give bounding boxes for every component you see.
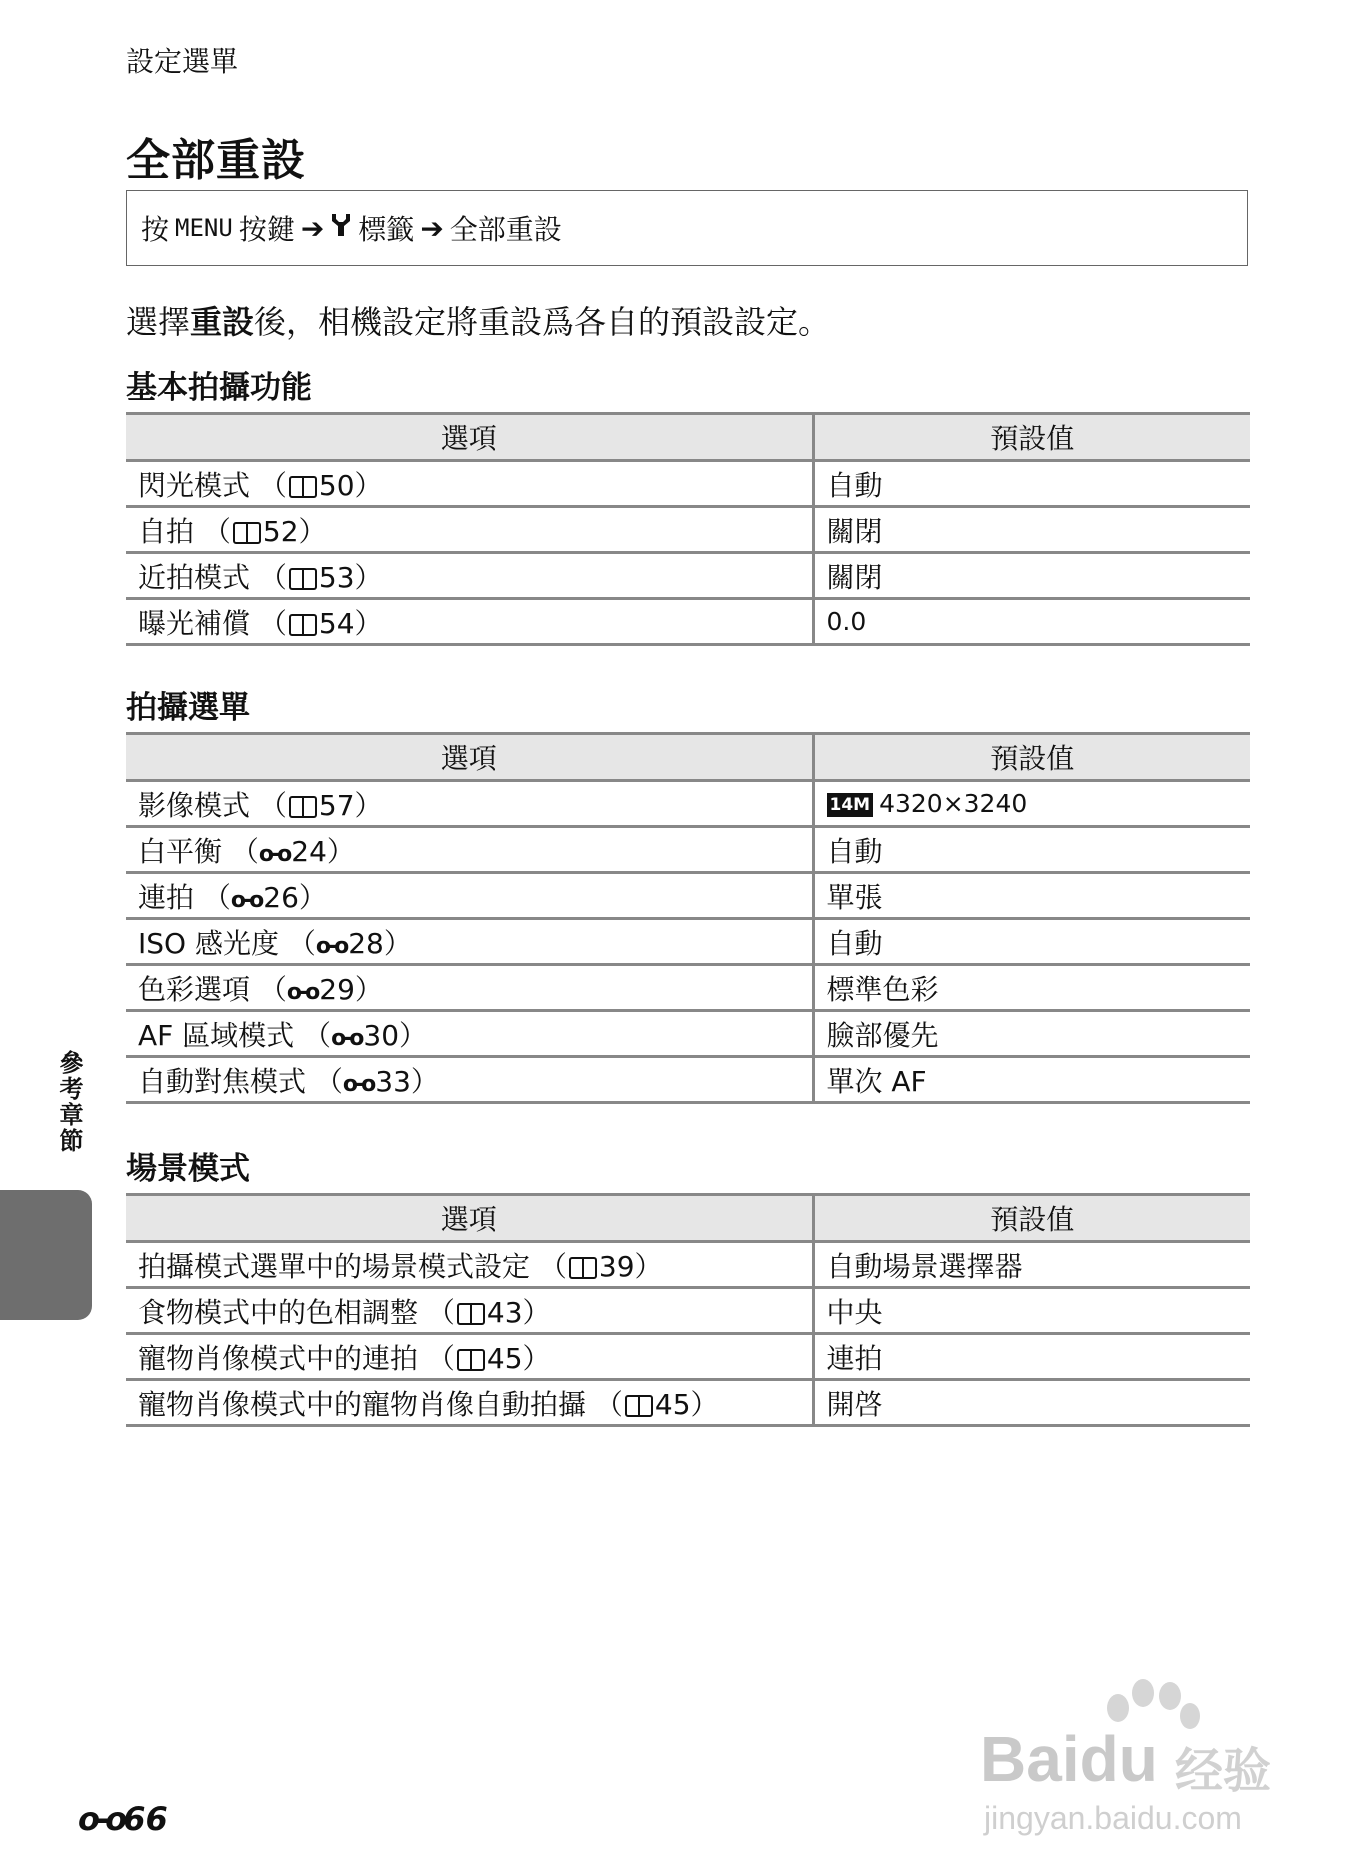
settings-table-shooting xyxy=(126,732,1250,1104)
book-ref-icon xyxy=(457,1303,485,1325)
ref-page: 26） xyxy=(263,880,327,914)
default-cell: 自動 xyxy=(813,461,1250,507)
option-label: 閃光模式 （ xyxy=(138,468,287,502)
book-ref-icon xyxy=(625,1395,653,1417)
column-header-option: 選項 xyxy=(126,414,813,461)
option-label: 自動對焦模式 （ xyxy=(138,1064,343,1098)
default-cell: 自動 xyxy=(813,919,1250,965)
table-row xyxy=(126,919,1250,965)
watermark-cn: 经验 xyxy=(1175,1743,1272,1799)
default-cell: 自動 xyxy=(813,827,1250,873)
option-cell xyxy=(126,873,813,919)
reference-section-icon: o-o xyxy=(342,1071,374,1097)
reference-section-icon: o-o xyxy=(331,1025,362,1051)
option-cell xyxy=(126,553,813,599)
option-cell xyxy=(126,1011,813,1057)
book-ref-icon xyxy=(233,522,261,544)
column-header-default: 預設值 xyxy=(813,734,1250,781)
default-cell: 自動場景選擇器 xyxy=(813,1242,1250,1288)
default-cell xyxy=(813,781,1250,827)
table-row xyxy=(126,1011,1250,1057)
menu-button-label: MENU xyxy=(175,214,233,242)
ref-page: 29） xyxy=(319,972,383,1006)
arrow-right-icon: ➔ xyxy=(300,211,325,245)
column-header-option: 選項 xyxy=(126,1195,813,1242)
option-label: 拍攝模式選單中的場景模式設定 （ xyxy=(138,1249,567,1283)
option-label: 寵物肖像模式中的連拍 （ xyxy=(138,1341,455,1375)
nav-tab-label: 標籤 xyxy=(358,213,415,246)
option-label: 近拍模式 （ xyxy=(138,560,287,594)
menu-navigation-box xyxy=(126,190,1248,266)
option-cell xyxy=(126,827,813,873)
ref-page: 28） xyxy=(348,926,412,960)
intro-paragraph xyxy=(126,297,830,343)
table-row xyxy=(126,1380,1250,1426)
side-chapter-tab xyxy=(0,1190,92,1320)
default-cell: 開啓 xyxy=(813,1380,1250,1426)
ref-page: 30） xyxy=(363,1018,428,1052)
default-cell: 標準色彩 xyxy=(813,965,1250,1011)
table-row xyxy=(126,965,1250,1011)
section-title-shooting: 拍攝選單 xyxy=(126,690,250,726)
option-label: 連拍 （ xyxy=(138,880,231,914)
option-label: 自拍 （ xyxy=(138,514,231,548)
intro-bold: 重設 xyxy=(190,303,255,341)
arrow-right-icon: ➔ xyxy=(420,211,444,245)
option-label: 白平衡 （ xyxy=(138,834,259,868)
option-cell xyxy=(126,461,813,507)
default-cell: 中央 xyxy=(813,1288,1250,1334)
default-cell: 單張 xyxy=(813,873,1250,919)
option-cell xyxy=(126,1288,813,1334)
option-label: 寵物肖像模式中的寵物肖像自動拍攝 （ xyxy=(138,1387,623,1421)
section-title-basic: 基本拍攝功能 xyxy=(126,370,312,406)
page-number-value: 66 xyxy=(123,1800,168,1838)
option-cell xyxy=(126,1380,813,1426)
page-number xyxy=(78,1800,168,1838)
table-row xyxy=(126,781,1250,827)
option-cell xyxy=(126,507,813,553)
ref-page: 50） xyxy=(318,468,383,502)
default-cell: 單次 AF xyxy=(813,1057,1250,1103)
table-row xyxy=(126,599,1250,645)
book-ref-icon xyxy=(457,1349,485,1371)
intro-before: 選擇 xyxy=(126,303,191,341)
ref-page: 52） xyxy=(262,514,327,548)
option-cell xyxy=(126,1242,813,1288)
book-ref-icon xyxy=(569,1257,597,1279)
book-ref-icon xyxy=(289,568,317,590)
side-tab-label: 參考章節 xyxy=(55,1050,83,1154)
option-label: AF 區域模式 （ xyxy=(138,1018,332,1052)
ref-page: 54） xyxy=(318,606,383,640)
book-ref-icon xyxy=(289,614,317,636)
watermark-url: jingyan.baidu.com xyxy=(984,1800,1242,1836)
column-header-option: 選項 xyxy=(126,734,813,781)
section-header-label: 設定選單 xyxy=(126,45,239,78)
ref-page: 43） xyxy=(486,1295,551,1329)
option-cell xyxy=(126,599,813,645)
nav-press-text: 按 xyxy=(141,213,170,246)
ref-page: 45） xyxy=(654,1387,719,1421)
nav-target: 全部重設 xyxy=(449,213,562,246)
watermark-brand xyxy=(980,1722,1158,1796)
default-cell: 連拍 xyxy=(813,1334,1250,1380)
ref-page: 57） xyxy=(318,788,383,822)
reference-section-icon: o-o xyxy=(315,933,347,959)
option-label: 食物模式中的色相調整 （ xyxy=(138,1295,455,1329)
settings-table-scene xyxy=(126,1193,1250,1427)
option-cell xyxy=(126,1057,813,1103)
ref-page: 33） xyxy=(375,1064,439,1098)
column-header-default: 預設值 xyxy=(813,1195,1250,1242)
reference-section-icon: o-o xyxy=(78,1800,124,1838)
page-title: 全部重設 xyxy=(126,135,306,186)
table-row xyxy=(126,1242,1250,1288)
column-header-default: 預設值 xyxy=(813,414,1250,461)
section-title-scene: 場景模式 xyxy=(126,1151,250,1187)
option-label: 色彩選項 （ xyxy=(138,972,287,1006)
wrench-icon xyxy=(330,212,352,245)
book-ref-icon xyxy=(289,476,317,498)
nav-button-word: 按鍵 xyxy=(238,213,295,246)
option-label: 曝光補償 （ xyxy=(138,606,287,640)
default-cell: 關閉 xyxy=(813,507,1250,553)
wm-brand-1: Bai xyxy=(980,1723,1080,1795)
wm-brand-2: du xyxy=(1079,1723,1158,1795)
table-row xyxy=(126,553,1250,599)
ref-page: 24） xyxy=(291,834,355,868)
default-value: 4320×3240 xyxy=(879,789,1028,818)
option-label: 影像模式 （ xyxy=(138,788,287,822)
reference-section-icon: o-o xyxy=(230,887,262,913)
intro-after: 後，相機設定將重設爲各自的預設設定。 xyxy=(254,303,831,341)
image-size-icon: 14M xyxy=(827,793,874,817)
table-row xyxy=(126,1334,1250,1380)
ref-page: 39） xyxy=(598,1249,663,1283)
ref-page: 45） xyxy=(486,1341,551,1375)
reference-section-icon: o-o xyxy=(286,979,318,1005)
option-label: ISO 感光度 （ xyxy=(138,926,316,960)
reference-section-icon: o-o xyxy=(258,841,290,867)
option-cell xyxy=(126,965,813,1011)
table-row xyxy=(126,873,1250,919)
option-cell xyxy=(126,1334,813,1380)
default-cell: 臉部優先 xyxy=(813,1011,1250,1057)
table-row xyxy=(126,461,1250,507)
default-cell: 0.0 xyxy=(813,599,1250,645)
settings-table-basic xyxy=(126,412,1250,646)
book-ref-icon xyxy=(289,796,317,818)
table-row xyxy=(126,1057,1250,1103)
table-row xyxy=(126,507,1250,553)
option-cell xyxy=(126,919,813,965)
ref-page: 53） xyxy=(318,560,383,594)
table-row xyxy=(126,1288,1250,1334)
default-cell: 關閉 xyxy=(813,553,1250,599)
option-cell xyxy=(126,781,813,827)
table-row xyxy=(126,827,1250,873)
